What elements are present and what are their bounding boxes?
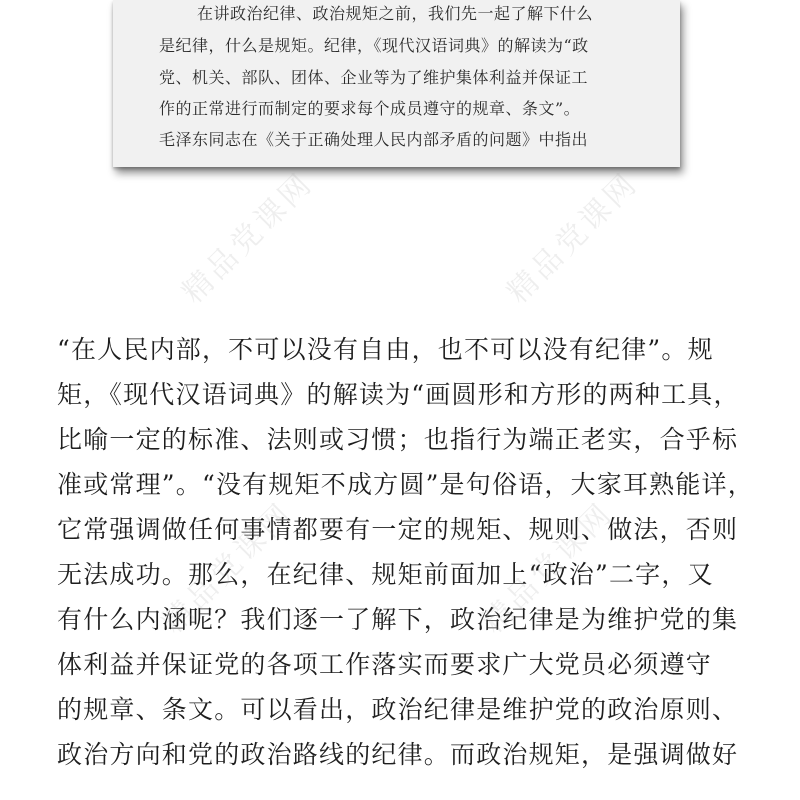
excerpt-line: 党、机关、部队、团体、企业等为了维护集体利益并保证工 — [159, 68, 589, 87]
body-line: 比喻一定的标准、法则或习惯；也指行为端正老实，合乎标 — [57, 425, 739, 454]
excerpt-card — [113, 0, 680, 167]
body-line: 矩，《现代汉语词典》的解读为“画圆形和方形的两种工具， — [57, 380, 740, 409]
watermark: 精品党课网 — [175, 165, 321, 311]
body-line: 有什么内涵呢？我们逐一了解下，政治纪律是为维护党的集 — [57, 605, 739, 634]
body-line: 体利益并保证党的各项工作落实而要求广大党员必须遵守 — [57, 650, 713, 679]
body-line: 它常强调做任何事情都要有一定的规矩、规则、做法，否则 — [57, 515, 739, 544]
body-line: “在人民内部，不可以没有自由，也不可以没有纪律”。规 — [57, 335, 714, 364]
watermark: 精品党课网 — [155, 495, 301, 641]
excerpt-line: 毛泽东同志在《关于正确处理人民内部矛盾的问题》中指出 — [159, 130, 589, 149]
body-line: 准或常理”。“没有规矩不成方圆”是句俗语，大家耳熟能详， — [57, 470, 754, 499]
excerpt-line: 作的正常进行而制定的要求每个成员遵守的规章、条文”。 — [159, 99, 581, 118]
excerpt-line: 在讲政治纪律、政治规矩之前，我们先一起了解下什么 — [197, 4, 594, 23]
watermark: 精品党课网 — [500, 165, 646, 311]
watermark: 精品党课网 — [475, 495, 621, 641]
body-line: 的规章、条文。可以看出，政治纪律是维护党的政治原则、 — [57, 695, 739, 724]
excerpt-line: 是纪律，什么是规矩。纪律，《现代汉语词典》的解读为“政 — [159, 36, 589, 55]
body-line: 政治方向和党的政治路线的纪律。而政治规矩，是强调做好 — [57, 740, 739, 769]
body-line: 无法成功。那么，在纪律、规矩前面加上“政治”二字，又 — [57, 560, 714, 589]
